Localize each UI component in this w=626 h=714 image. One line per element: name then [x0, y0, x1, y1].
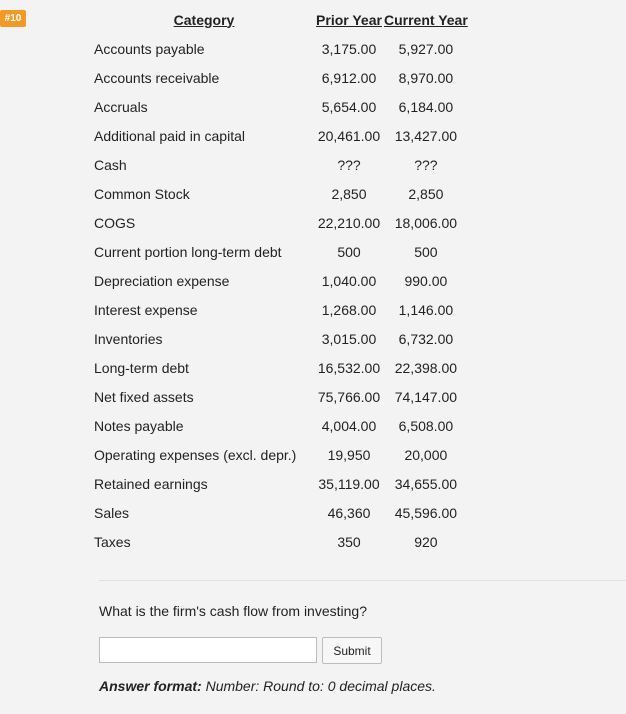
table-row [94, 353, 468, 382]
cell-prior-year: 75,766.00 [317, 388, 381, 405]
cell-prior-year: 16,532.00 [317, 359, 381, 376]
cell-category: Cash [94, 156, 127, 173]
question-number-badge: #10 [0, 10, 26, 27]
cell-category: Net fixed assets [94, 388, 194, 405]
header-category: Category [173, 11, 235, 28]
cell-prior-year: 46,360 [327, 504, 371, 521]
financial-data-table [94, 5, 468, 556]
cell-prior-year: 500 [337, 243, 361, 260]
answer-format-label: Answer format: [99, 678, 202, 694]
cell-current-year: 74,147.00 [394, 388, 458, 405]
table-row [94, 208, 468, 237]
cell-category: Depreciation expense [94, 272, 230, 289]
cell-current-year: ??? [414, 156, 438, 173]
cell-current-year: 920 [414, 533, 438, 550]
cell-current-year: 5,927.00 [398, 40, 454, 57]
cell-category: Notes payable [94, 417, 184, 434]
cell-category: Interest expense [94, 301, 198, 318]
cell-prior-year: 1,268.00 [321, 301, 377, 318]
cell-prior-year: 2,850 [331, 185, 367, 202]
table-row [94, 411, 468, 440]
cell-current-year: 500 [414, 243, 438, 260]
cell-category: Accounts receivable [94, 69, 220, 86]
table-header-row [94, 5, 468, 34]
cell-current-year: 990.00 [404, 272, 448, 289]
table-row [94, 324, 468, 353]
cell-prior-year: 1,040.00 [321, 272, 377, 289]
cell-prior-year: 20,461.00 [317, 127, 381, 144]
cell-category: Accruals [94, 98, 148, 115]
cell-prior-year: ??? [337, 156, 361, 173]
cell-prior-year: 350 [337, 533, 361, 550]
answer-format [99, 678, 436, 694]
cell-prior-year: 6,912.00 [321, 69, 377, 86]
cell-prior-year: 3,175.00 [321, 40, 377, 57]
cell-current-year: 45,596.00 [394, 504, 458, 521]
cell-current-year: 20,000 [404, 446, 448, 463]
cell-prior-year: 19,950 [327, 446, 371, 463]
table-row [94, 179, 468, 208]
cell-current-year: 8,970.00 [398, 69, 454, 86]
cell-category: Long-term debt [94, 359, 189, 376]
cell-current-year: 22,398.00 [394, 359, 458, 376]
cell-category: Additional paid in capital [94, 127, 245, 144]
divider [99, 580, 626, 581]
question-text: What is the firm's cash flow from investing? [99, 603, 367, 619]
cell-category: Current portion long-term debt [94, 243, 282, 260]
cell-current-year: 1,146.00 [398, 301, 454, 318]
table-row [94, 498, 468, 527]
answer-input[interactable] [99, 637, 317, 663]
header-current-year: Current Year [384, 11, 468, 28]
table-row [94, 34, 468, 63]
cell-category: COGS [94, 214, 136, 231]
cell-category: Operating expenses (excl. depr.) [94, 446, 297, 463]
table-row [94, 382, 468, 411]
cell-current-year: 6,732.00 [398, 330, 454, 347]
table-row [94, 266, 468, 295]
cell-prior-year: 5,654.00 [321, 98, 377, 115]
table-row [94, 469, 468, 498]
answer-format-text: Number: Round to: 0 decimal places. [201, 678, 436, 694]
table-row [94, 63, 468, 92]
table-row [94, 440, 468, 469]
cell-current-year: 34,655.00 [394, 475, 458, 492]
table-row [94, 295, 468, 324]
cell-category: Inventories [94, 330, 163, 347]
cell-current-year: 6,184.00 [398, 98, 454, 115]
cell-prior-year: 35,119.00 [318, 475, 380, 492]
cell-current-year: 13,427.00 [394, 127, 458, 144]
table-row [94, 237, 468, 266]
cell-category: Accounts payable [94, 40, 205, 57]
header-prior-year: Prior Year [316, 11, 382, 28]
cell-category: Common Stock [94, 185, 190, 202]
cell-prior-year: 3,015.00 [321, 330, 377, 347]
cell-current-year: 6,508.00 [398, 417, 454, 434]
table-body [94, 34, 468, 556]
submit-button[interactable]: Submit [322, 637, 382, 664]
table-row [94, 150, 468, 179]
cell-category: Sales [94, 504, 130, 521]
cell-current-year: 18,006.00 [394, 214, 458, 231]
cell-category: Retained earnings [94, 475, 208, 492]
cell-current-year: 2,850 [408, 185, 444, 202]
cell-prior-year: 22,210.00 [317, 214, 381, 231]
table-row [94, 92, 468, 121]
cell-category: Taxes [94, 533, 131, 550]
cell-prior-year: 4,004.00 [321, 417, 377, 434]
table-row [94, 121, 468, 150]
table-row [94, 527, 468, 556]
